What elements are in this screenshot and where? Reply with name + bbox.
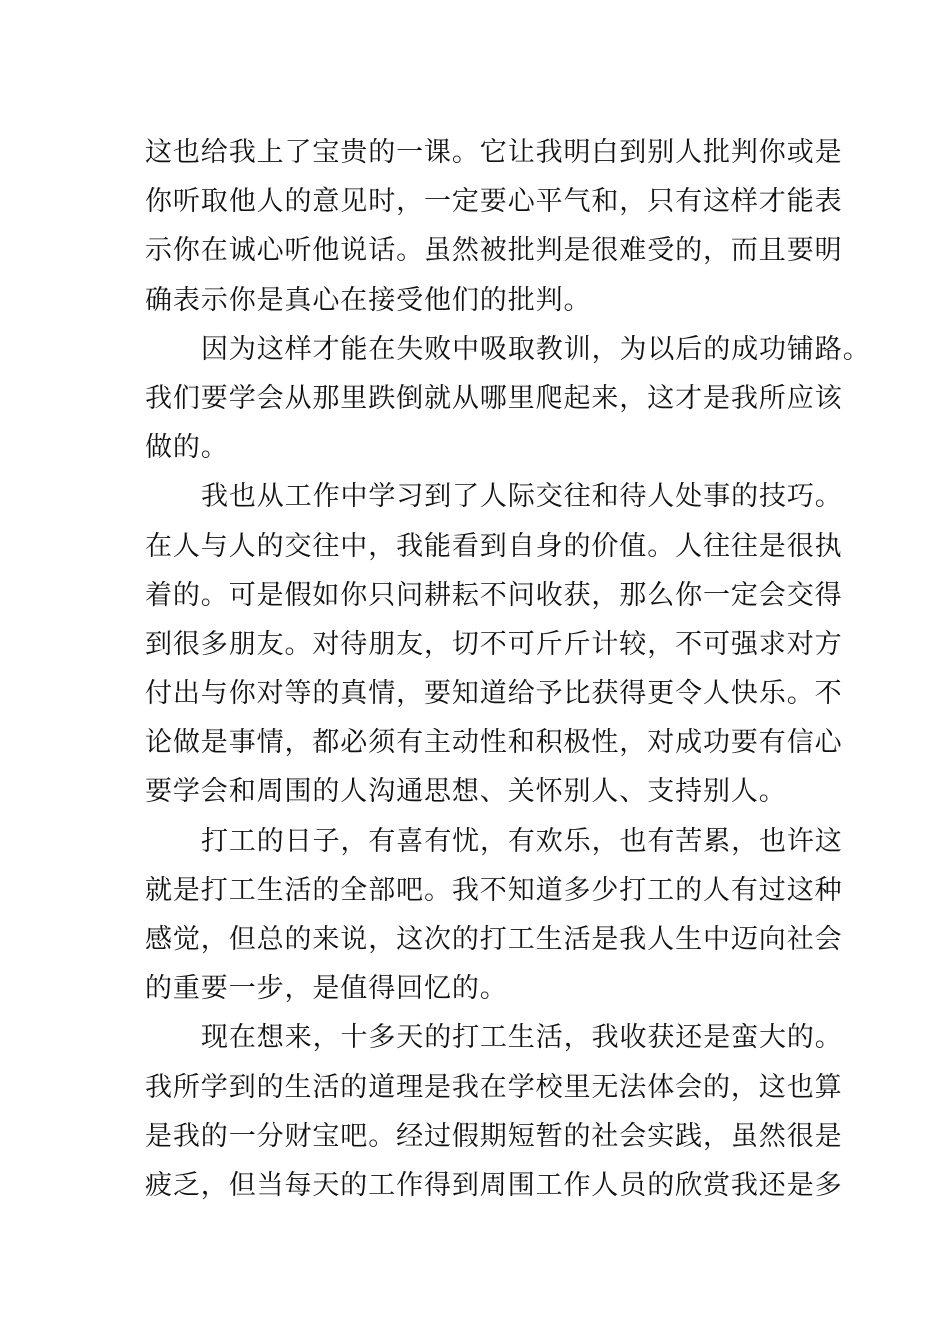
paragraph <box>145 128 843 325</box>
text-line: 要学会和周围的人沟通思想、关怀别人、支持别人。 <box>145 776 787 808</box>
text-line: 就是打工生活的全部吧。我不知道多少打工的人有过这种 <box>145 874 843 906</box>
text-line: 在人与人的交往中，我能看到自身的价值。人往往是很执 <box>145 530 843 562</box>
text-line: 打工的日子，有喜有忧，有欢乐，也有苦累，也许这 <box>201 825 843 857</box>
text-line: 感觉，但总的来说，这次的打工生活是我人生中迈向社会 <box>145 924 843 955</box>
paragraph <box>145 817 843 1014</box>
document-body <box>145 128 871 1210</box>
text-line: 论做是事情，都必须有主动性和积极性，对成功要有信心 <box>145 727 843 759</box>
text-line: 到很多朋友。对待朋友，切不可斤斤计较，不可强求对方 <box>145 628 843 660</box>
text-line: 着的。可是假如你只问耕耘不问收获，那么你一定会交得 <box>145 579 843 611</box>
text-line: 做的。 <box>145 432 229 464</box>
text-line: 是我的一分财宝吧。经过假期短暂的社会实践，虽然很是 <box>145 1120 843 1152</box>
text-line: 现在想来，十多天的打工生活，我收获还是蛮大的。 <box>201 1022 843 1054</box>
text-line: 付出与你对等的真情，要知道给予比获得更令人快乐。不 <box>145 678 843 710</box>
paragraph <box>145 325 871 473</box>
text-line: 的重要一步，是值得回忆的。 <box>145 973 508 1005</box>
paragraph <box>145 1013 843 1210</box>
text-line: 确表示你是真心在接受他们的批判。 <box>145 284 592 316</box>
paragraph <box>145 472 843 816</box>
text-line: 我也从工作中学习到了人际交往和待人处事的技巧。 <box>201 481 843 513</box>
text-line: 这也给我上了宝贵的一课。它让我明白到别人批判你或是 <box>145 137 843 168</box>
text-line: 示你在诚心听他说话。虽然被批判是很难受的，而且要明 <box>145 235 843 267</box>
text-line: 你听取他人的意见时，一定要心平气和，只有这样才能表 <box>145 186 843 218</box>
text-line: 我所学到的生活的道理是我在学校里无法体会的，这也算 <box>145 1071 843 1103</box>
text-line: 我们要学会从那里跌倒就从哪里爬起来，这才是我所应该 <box>145 382 843 414</box>
text-line: 疲乏，但当每天的工作得到周围工作人员的欣赏我还是多 <box>145 1169 843 1201</box>
text-line: 因为这样才能在失败中吸取教训，为以后的成功铺路。 <box>201 333 871 365</box>
